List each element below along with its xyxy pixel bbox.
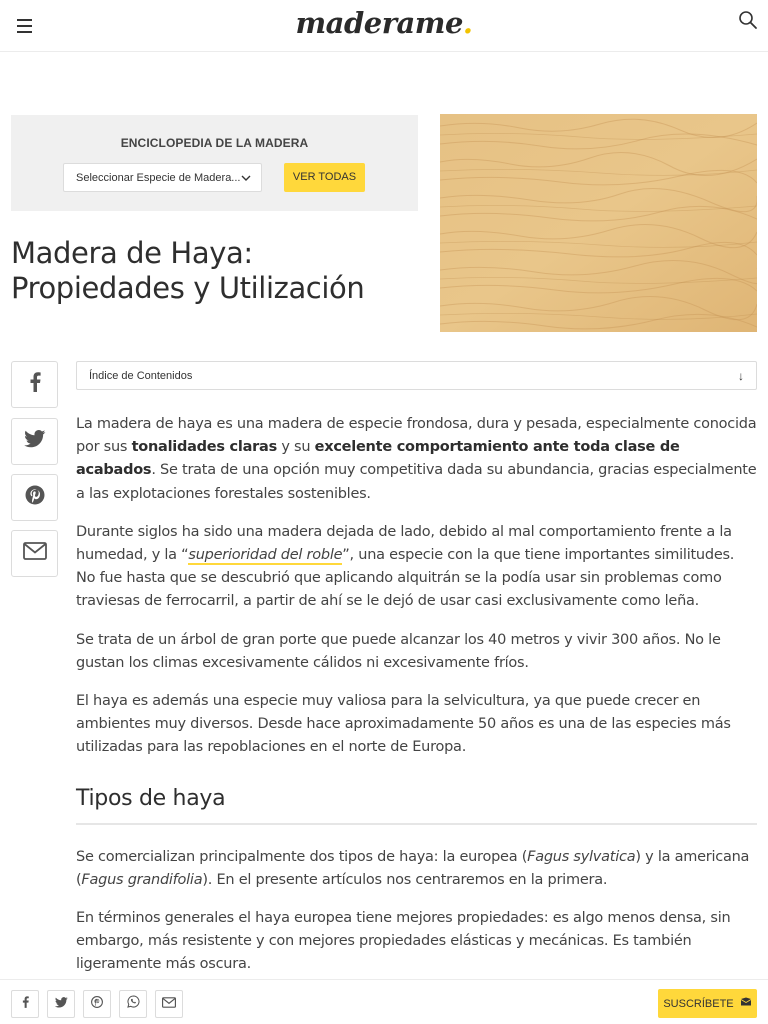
encyclopedia-box xyxy=(11,115,418,211)
bold-text: excelente comportamiento ante toda clase de acabados xyxy=(76,439,680,479)
facebook-icon xyxy=(22,995,29,1013)
text-span: ). En el presente artículos nos centraremos en la primera. xyxy=(202,871,608,888)
twitter-icon xyxy=(55,995,68,1013)
email-icon xyxy=(23,542,47,565)
share-twitter-button[interactable] xyxy=(11,418,58,465)
pinterest-icon xyxy=(91,995,103,1013)
page-title: Madera de Haya: Propiedades y Utilización xyxy=(11,236,365,305)
bottom-share-facebook-button[interactable] xyxy=(11,990,39,1018)
text-span: y su xyxy=(276,439,315,456)
logo-text: maderame xyxy=(295,6,463,40)
arrow-down-icon: ↓ xyxy=(738,369,744,383)
text-span: Durante siglos ha sido una madera dejada de lado, debido al mal comportamiento frente a la humedad, y la “ xyxy=(76,523,732,564)
bottom-share-whatsapp-button[interactable] xyxy=(119,990,147,1018)
whatsapp-icon xyxy=(127,995,140,1013)
bold-text: tonalidades claras xyxy=(131,439,277,456)
view-all-button[interactable]: VER TODAS xyxy=(284,163,365,192)
species-select-value: Seleccionar Especie de Madera... xyxy=(76,172,241,184)
bottom-share-bar xyxy=(0,979,768,1024)
toc-label: Índice de Contenidos xyxy=(89,370,193,382)
pinterest-icon xyxy=(25,485,45,510)
facebook-icon xyxy=(29,372,41,397)
text-span: ”, una especie con la que tiene importantes similitudes. No fue hasta que se descubrió que aplicando alquitrán se la podía usar sin problemas como traviesas de ferrocarril, a partir de ahí se le dejó de usar casi exclusivamente como leña. xyxy=(76,547,735,610)
article-paragraph xyxy=(76,521,757,614)
share-facebook-button[interactable] xyxy=(11,361,58,408)
article-paragraph: En términos generales el haya europea tiene mejores propiedades: es algo menos densa, sin embargo, más resistente y con mejores propiedades elásticas y mecánicas. Es también ligeramente más oscura. xyxy=(76,910,731,973)
species-select[interactable] xyxy=(63,163,262,192)
article-paragraph: El haya es además una especie muy valiosa para la selvicultura, ya que puede crecer en ambientes muy diversos. Desde hace aproximadamente 50 años es una de las especies más utilizadas para las repoblaciones en el norte de Europa. xyxy=(76,693,731,756)
article-paragraph: Se trata de un árbol de gran porte que puede alcanzar los 40 metros y vivir 300 años. No le gustan los climas excesivamente cálidos ni excesivamente fríos. xyxy=(76,631,721,671)
italic-text: Fagus grandifolia xyxy=(81,871,203,888)
text-span: . Se trata de una opción muy competitiva dada su abundancia, gracias especialmente a las explotaciones forestales sostenibles. xyxy=(76,462,757,502)
envelope-icon xyxy=(740,997,752,1010)
article-paragraph xyxy=(76,846,757,892)
bottom-share-twitter-button[interactable] xyxy=(47,990,75,1018)
logo-dot: . xyxy=(462,6,473,40)
bottom-share-pinterest-button[interactable] xyxy=(83,990,111,1018)
twitter-icon xyxy=(24,430,46,453)
article-body xyxy=(76,413,757,992)
text-span: Se comercializan principalmente dos tipos de haya: la europea ( xyxy=(76,848,528,865)
section-heading-types: Tipos de haya xyxy=(76,775,757,825)
article-paragraph xyxy=(76,413,757,506)
share-email-button[interactable] xyxy=(11,530,58,577)
site-header xyxy=(0,0,768,52)
search-icon[interactable] xyxy=(738,10,758,30)
italic-text: Fagus sylvatica xyxy=(527,848,636,865)
site-logo[interactable] xyxy=(0,6,768,40)
email-icon xyxy=(162,995,176,1013)
text-span: La madera de haya es una madera de especie frondosa, dura y pesada, especialmente conocida por sus xyxy=(76,416,757,456)
oak-superiority-link[interactable]: superioridad del roble xyxy=(188,547,343,564)
beech-wood-image xyxy=(440,114,757,332)
chevron-down-icon xyxy=(241,173,251,185)
text-span: ) y la americana ( xyxy=(76,848,750,888)
subscribe-button[interactable] xyxy=(658,989,757,1018)
table-of-contents-toggle[interactable] xyxy=(76,361,757,390)
encyclopedia-title: ENCICLOPEDIA DE LA MADERA xyxy=(120,136,309,150)
subscribe-label: SUSCRÍBETE xyxy=(663,997,734,1010)
share-pinterest-button[interactable] xyxy=(11,474,58,521)
bottom-share-email-button[interactable] xyxy=(155,990,183,1018)
